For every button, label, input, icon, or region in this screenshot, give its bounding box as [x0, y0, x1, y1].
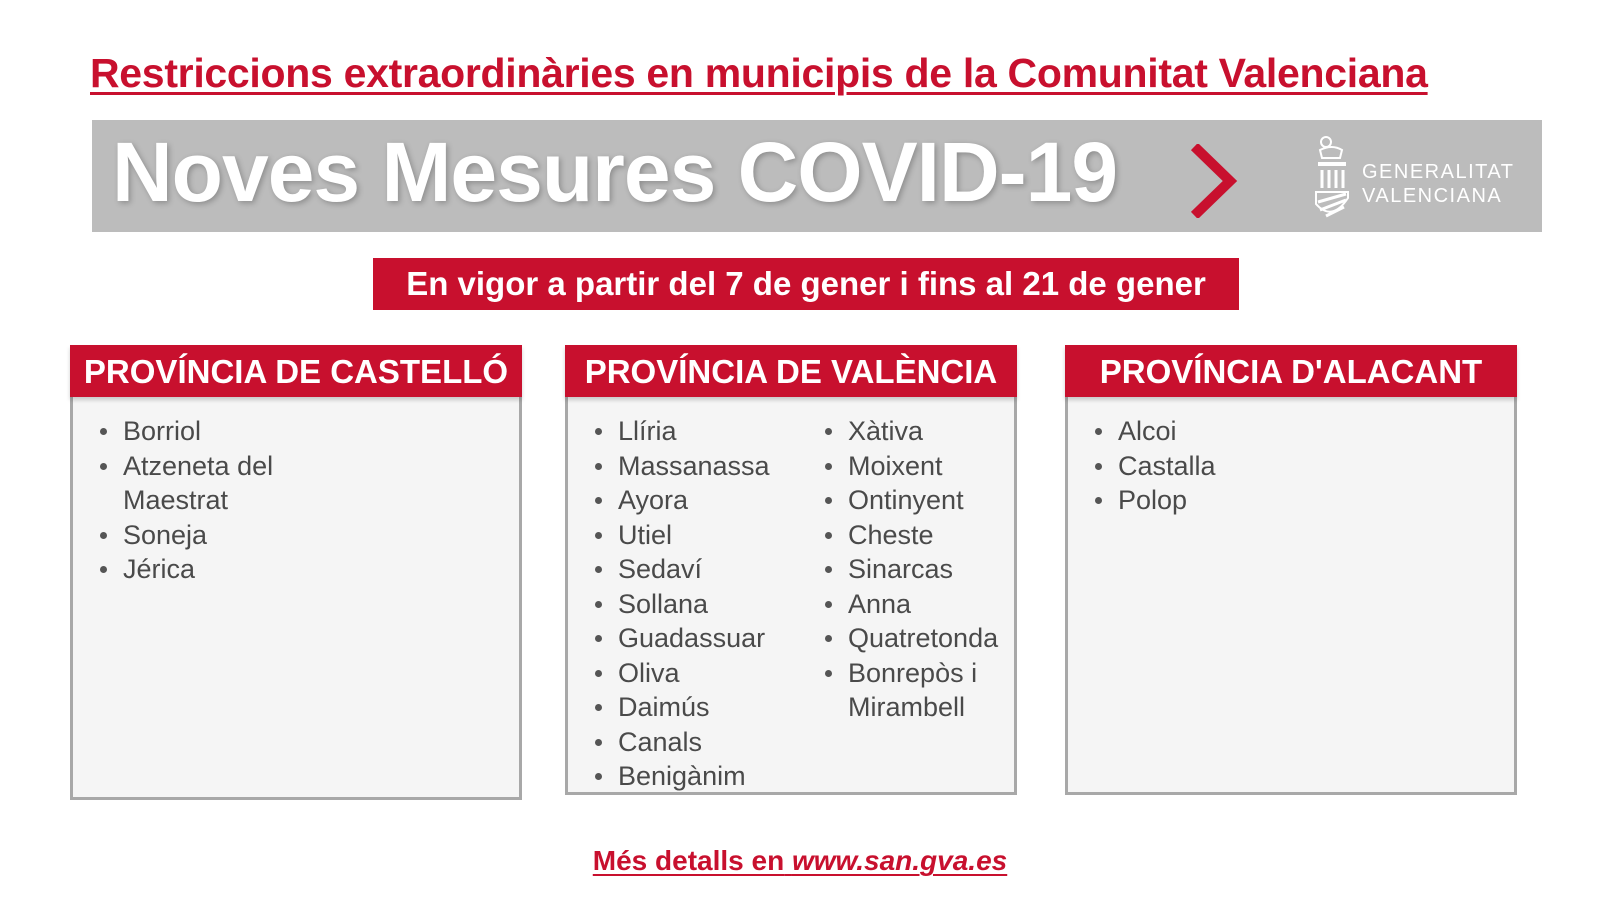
- list-item: Ayora: [592, 483, 802, 518]
- banner: [92, 120, 1542, 232]
- list-item: Alcoi: [1092, 414, 1332, 449]
- list-item: Cheste: [822, 518, 1007, 553]
- list-item: Jérica: [97, 552, 337, 587]
- list-item: Castalla: [1092, 449, 1332, 484]
- province-header: PROVÍNCIA DE CASTELLÓ: [70, 345, 522, 397]
- list-item: Massanassa: [592, 449, 802, 484]
- footer-prefix: Més detalls en: [592, 845, 785, 876]
- coat-of-arms-icon: [1312, 132, 1354, 220]
- list-item: Polop: [1092, 483, 1332, 518]
- chevron-right-icon: [1190, 144, 1240, 218]
- list-item: Moixent: [822, 449, 1007, 484]
- date-notice: En vigor a partir del 7 de gener i fins al 21 de gener: [373, 258, 1239, 310]
- list-item: Sedaví: [592, 552, 802, 587]
- list-item: Sinarcas: [822, 552, 1007, 587]
- page-title: Restriccions extraordinàries en municipis de la Comunitat Valenciana: [90, 50, 1428, 96]
- list-item: Sollana: [592, 587, 802, 622]
- list-item: Quatretonda: [822, 621, 1007, 656]
- list-item: Soneja: [97, 518, 337, 553]
- province-card-valencia: [565, 345, 1017, 795]
- list-item: Bonrepòs i Mirambell: [822, 656, 1007, 725]
- list-item: Oliva: [592, 656, 802, 691]
- list-item: Benigànim: [592, 759, 802, 794]
- municipality-list: [1092, 414, 1332, 518]
- footer-url[interactable]: www.san.gva.es: [791, 845, 1008, 876]
- province-header: PROVÍNCIA DE VALÈNCIA: [565, 345, 1017, 397]
- list-item: Atzeneta del Maestrat: [97, 449, 337, 518]
- province-header: PROVÍNCIA D'ALACANT: [1065, 345, 1517, 397]
- province-card-castello: [70, 345, 522, 800]
- list-item: Guadassuar: [592, 621, 802, 656]
- list-item: Canals: [592, 725, 802, 760]
- municipality-list-col2: [822, 414, 1007, 725]
- list-item: Llíria: [592, 414, 802, 449]
- list-item: Xàtiva: [822, 414, 1007, 449]
- list-item: Anna: [822, 587, 1007, 622]
- list-item: Ontinyent: [822, 483, 1007, 518]
- list-item: Borriol: [97, 414, 337, 449]
- municipality-list: [97, 414, 337, 587]
- generalitat-logo: [1312, 132, 1522, 220]
- footer-link[interactable]: [0, 845, 1600, 877]
- banner-title: Noves Mesures COVID-19: [112, 125, 1118, 219]
- municipality-list-col1: [592, 414, 802, 794]
- logo-text-line2: VALENCIANA: [1362, 185, 1503, 207]
- list-item: Utiel: [592, 518, 802, 553]
- list-item: Daimús: [592, 690, 802, 725]
- province-card-alacant: [1065, 345, 1517, 795]
- logo-text-line1: GENERALITAT: [1362, 161, 1515, 183]
